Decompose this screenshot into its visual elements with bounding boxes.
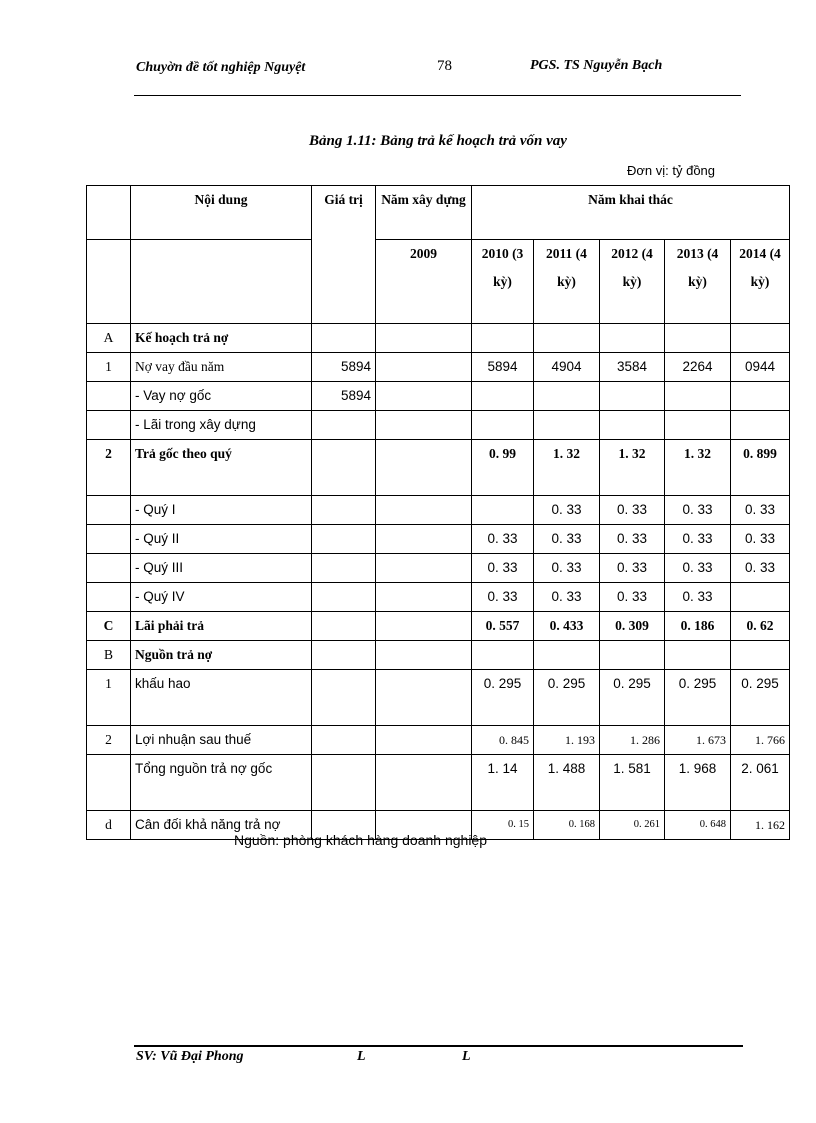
cell-2014 [731, 324, 790, 353]
cell-2012: 0. 33 [600, 554, 665, 583]
cell-2014: 1. 162 [731, 811, 790, 840]
row-number [87, 554, 131, 583]
footer-student: SV: Vũ Đại Phong [136, 1049, 244, 1064]
table-title: Bảng 1.11: Bảng trả kế hoạch trả vốn vay [309, 133, 567, 149]
cell-2012 [600, 324, 665, 353]
cell-2009 [376, 496, 472, 525]
column-header-2013: 2013 (4 kỳ) [665, 240, 731, 324]
footer-divider [134, 1045, 743, 1047]
table-row [87, 554, 790, 583]
table-row [87, 641, 790, 670]
row-number: d [87, 811, 131, 840]
row-number [87, 411, 131, 440]
row-label: Nguồn trả nợ [131, 641, 312, 670]
cell-2010: 0. 557 [472, 612, 534, 641]
header-cell-content-2 [131, 240, 312, 324]
cell-2009 [376, 324, 472, 353]
column-header-operation: Năm khai thác [472, 186, 790, 240]
cell-2009 [376, 612, 472, 641]
cell-2010: 1. 14 [472, 755, 534, 811]
cell-2011: 0. 33 [534, 583, 600, 612]
cell-2011: 0. 33 [534, 525, 600, 554]
value-cell [312, 583, 376, 612]
row-label: Kế hoạch trả nợ [131, 324, 312, 353]
row-number [87, 382, 131, 411]
value-cell [312, 755, 376, 811]
source-note: Nguồn: phòng khách hàng doanh nghiệp [234, 832, 487, 848]
value-cell [312, 554, 376, 583]
page-number: 78 [437, 58, 452, 74]
row-label: Nợ vay đầu năm [131, 353, 312, 382]
cell-2010: 0. 845 [472, 726, 534, 755]
cell-2012: 0. 33 [600, 496, 665, 525]
column-header-2009: 2009 [376, 240, 472, 324]
cell-2010: 0. 33 [472, 583, 534, 612]
header-cell-stt [87, 186, 131, 240]
cell-2013: 0. 295 [665, 670, 731, 726]
cell-2014: 0. 899 [731, 440, 790, 496]
cell-2014: 0944 [731, 353, 790, 382]
unit-label: Đơn vị: tỷ đồng [627, 163, 716, 178]
column-header-value: Giá trị [312, 186, 376, 324]
header-author: PGS. TS Nguyễn Bạch [530, 58, 663, 73]
row-label: - Lãi trong xây dựng [131, 411, 312, 440]
table-row [87, 670, 790, 726]
value-cell [312, 496, 376, 525]
value-cell [312, 324, 376, 353]
value-cell [312, 670, 376, 726]
cell-2014: 1. 766 [731, 726, 790, 755]
cell-2012: 3584 [600, 353, 665, 382]
row-number [87, 583, 131, 612]
cell-2009 [376, 353, 472, 382]
table-row [87, 382, 790, 411]
cell-2011: 1. 193 [534, 726, 600, 755]
repayment-plan-table [86, 185, 790, 840]
row-number: 2 [87, 726, 131, 755]
column-header-2011: 2011 (4 kỳ) [534, 240, 600, 324]
cell-2010: 0. 99 [472, 440, 534, 496]
cell-2010 [472, 382, 534, 411]
cell-2014: 0. 62 [731, 612, 790, 641]
value-cell [312, 411, 376, 440]
cell-2012 [600, 411, 665, 440]
cell-2014 [731, 411, 790, 440]
cell-2011: 0. 433 [534, 612, 600, 641]
cell-2010 [472, 411, 534, 440]
row-label: Lợi nhuận sau thuế [131, 726, 312, 755]
cell-2013: 0. 648 [665, 811, 731, 840]
column-header-construction: Năm xây dựng [376, 186, 472, 240]
cell-2009 [376, 440, 472, 496]
value-cell [312, 612, 376, 641]
column-header-content: Nội dung [131, 186, 312, 240]
cell-2010 [472, 324, 534, 353]
table-row [87, 411, 790, 440]
cell-2012: 0. 261 [600, 811, 665, 840]
cell-2013: 0. 33 [665, 554, 731, 583]
footer-mark-1: L [357, 1049, 366, 1064]
cell-2010 [472, 496, 534, 525]
header-divider [134, 95, 741, 96]
row-number: 1 [87, 353, 131, 382]
cell-2013: 1. 968 [665, 755, 731, 811]
cell-2012 [600, 641, 665, 670]
cell-2011 [534, 411, 600, 440]
row-label: - Quý IV [131, 583, 312, 612]
cell-2011: 4904 [534, 353, 600, 382]
row-label: - Quý III [131, 554, 312, 583]
row-number: A [87, 324, 131, 353]
header-title: Chuyờn đề tốt nghiệp Nguyệt [136, 60, 306, 75]
cell-2013: 1. 673 [665, 726, 731, 755]
cell-2013: 0. 186 [665, 612, 731, 641]
row-label: - Vay nợ gốc [131, 382, 312, 411]
cell-2014 [731, 382, 790, 411]
cell-2014: 0. 33 [731, 525, 790, 554]
cell-2012: 0. 309 [600, 612, 665, 641]
cell-2009 [376, 670, 472, 726]
table-row [87, 324, 790, 353]
row-number: 2 [87, 440, 131, 496]
cell-2010: 0. 33 [472, 525, 534, 554]
cell-2013: 0. 33 [665, 525, 731, 554]
cell-2012: 0. 295 [600, 670, 665, 726]
cell-2011: 1. 488 [534, 755, 600, 811]
row-number [87, 496, 131, 525]
cell-2010: 5894 [472, 353, 534, 382]
table-row [87, 755, 790, 811]
row-label: khấu hao [131, 670, 312, 726]
cell-2011: 0. 295 [534, 670, 600, 726]
cell-2011: 0. 168 [534, 811, 600, 840]
row-label: Tổng nguồn trả nợ gốc [131, 755, 312, 811]
cell-2010: 0. 15 [472, 811, 534, 840]
table-row [87, 496, 790, 525]
cell-2013 [665, 324, 731, 353]
row-number: B [87, 641, 131, 670]
cell-2014 [731, 583, 790, 612]
cell-2013: 1. 32 [665, 440, 731, 496]
row-label: Trả gốc theo quý [131, 440, 312, 496]
row-number [87, 525, 131, 554]
cell-2013: 0. 33 [665, 583, 731, 612]
cell-2010 [472, 641, 534, 670]
cell-2011: 0. 33 [534, 554, 600, 583]
cell-2009 [376, 411, 472, 440]
cell-2012: 0. 33 [600, 583, 665, 612]
cell-2012: 1. 286 [600, 726, 665, 755]
cell-2013 [665, 641, 731, 670]
table-row [87, 583, 790, 612]
value-cell [312, 440, 376, 496]
cell-2011 [534, 324, 600, 353]
cell-2010: 0. 33 [472, 554, 534, 583]
row-label: - Quý II [131, 525, 312, 554]
header-cell-stt-2 [87, 240, 131, 324]
column-header-2012: 2012 (4 kỳ) [600, 240, 665, 324]
cell-2012: 1. 581 [600, 755, 665, 811]
cell-2012 [600, 382, 665, 411]
row-number: C [87, 612, 131, 641]
cell-2012: 0. 33 [600, 525, 665, 554]
cell-2014: 0. 33 [731, 496, 790, 525]
value-cell [312, 641, 376, 670]
table-row [87, 440, 790, 496]
cell-2014: 0. 295 [731, 670, 790, 726]
column-header-2010: 2010 (3 kỳ) [472, 240, 534, 324]
cell-2011: 0. 33 [534, 496, 600, 525]
cell-2009 [376, 554, 472, 583]
value-cell [312, 525, 376, 554]
value-cell: 5894 [312, 382, 376, 411]
row-number: 1 [87, 670, 131, 726]
cell-2009 [376, 583, 472, 612]
cell-2010: 0. 295 [472, 670, 534, 726]
table-row [87, 726, 790, 755]
value-cell: 5894 [312, 353, 376, 382]
cell-2014: 0. 33 [731, 554, 790, 583]
footer-mark-2: L [462, 1049, 471, 1064]
cell-2011 [534, 382, 600, 411]
column-header-2014: 2014 (4 kỳ) [731, 240, 790, 324]
row-number [87, 755, 131, 811]
row-label: Cân đối khả năng trả nợ [131, 811, 312, 840]
cell-2012: 1. 32 [600, 440, 665, 496]
cell-2011 [534, 641, 600, 670]
cell-2009 [376, 382, 472, 411]
row-label: Lãi phải trả [131, 612, 312, 641]
cell-2011: 1. 32 [534, 440, 600, 496]
table-row [87, 353, 790, 382]
cell-2009 [376, 641, 472, 670]
cell-2013 [665, 382, 731, 411]
cell-2013: 2264 [665, 353, 731, 382]
cell-2014 [731, 641, 790, 670]
cell-2014: 2. 061 [731, 755, 790, 811]
cell-2009 [376, 755, 472, 811]
cell-2013: 0. 33 [665, 496, 731, 525]
cell-2009 [376, 525, 472, 554]
table-row [87, 612, 790, 641]
row-label: - Quý I [131, 496, 312, 525]
table-row [87, 525, 790, 554]
cell-2009 [376, 726, 472, 755]
value-cell [312, 726, 376, 755]
cell-2013 [665, 411, 731, 440]
